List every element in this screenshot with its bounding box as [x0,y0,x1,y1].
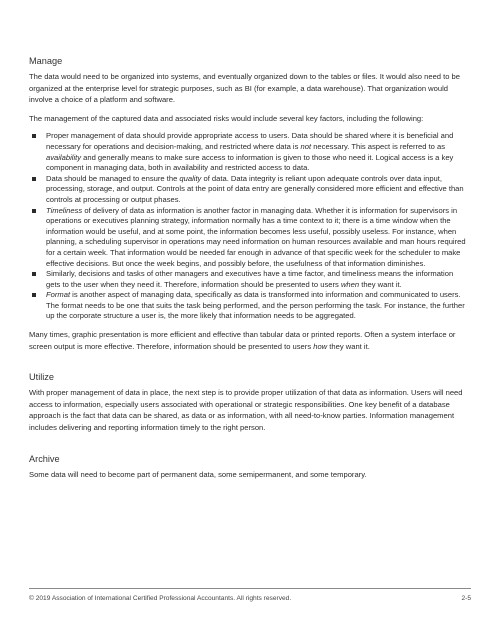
bullet-text: Proper management of data should provide appropriate access to users. Data should be shared where it is beneficial and necessary for operations and decision-making, and restricted where data is [46,131,454,151]
bullet-emphasis: when [340,279,360,289]
bullet-emphasis: quality [179,173,202,183]
bullet-icon [32,293,36,297]
bullet-text: Similarly, decisions and tasks of other managers and executives have a time factor, and timeliness means the information gets to the user when they need it. Therefore, information should be presented to users [46,269,454,289]
bullet-emphasis: Timeliness [46,205,83,215]
list-item [29,131,469,173]
bullet-text: and generally means to make sure access to information is given to those who need it. Logical access is a key component in managing data, both in availability and restricted access to data. [46,152,454,173]
bullet-text: Data should be managed to ensure the [46,173,180,183]
paragraph-emphasis: how [313,341,328,351]
key-factors-list [29,131,469,322]
section-heading-utilize: Utilize [29,372,55,383]
section-heading-manage: Manage [29,56,63,66]
manage-paragraph-3 [29,329,469,352]
list-item [29,269,469,290]
bullet-icon [32,177,36,181]
bullet-icon [32,209,36,213]
bullet-icon [32,134,36,138]
page-footer [29,588,471,602]
bullet-text: is another aspect of managing data, specifically as data is transformed into information and communicated to users. The format needs to be one that suits the task being performed, and the person performing the task. For instance, the further up the corporate structure a user is, the more likely that information needs to be aggregated. [46,290,465,321]
utilize-paragraph: With proper management of data in place, the next step is to provide proper utilization of that data as information. Users will need access to information, especially users associated with operational or strategic responsibilities. One key benefit of a database approach is the fact that data can be shared, as data or as information, with all need-to-know parties. Information management includes delivering and reporting information timely to the right person. [29,388,463,433]
page-number: 2-5 [461,595,471,602]
bullet-emphasis: availability [46,152,82,162]
section-heading-archive: Archive [29,453,60,464]
paragraph-text: Many times, graphic presentation is more efficient and effective than tabular data or printed reports. Often a system interface or screen output is more effective. Therefore, information should be presented to users [29,330,456,351]
bullet-text: they want it. [359,279,402,289]
paragraph-text: they want it. [327,341,370,351]
archive-paragraph: Some data will need to become part of permanent data, some semipermanent, and some temporary. [29,469,367,479]
list-item [29,290,469,322]
manage-paragraph-1: The data would need to be organized into systems, and eventually organized down to the tables or files. It would also need to be organized at the enterprise level for strategic purposes, such as BI (for example, a data warehouse). That organization would involve a choice of a platform and software. [29,72,461,105]
manage-paragraph-2: The management of the captured data and associated risks would include several key factors, including the following: [29,113,424,123]
copyright-notice: © 2019 Association of International Certified Professional Accountants. All rights reserved. [29,595,292,602]
list-item [29,206,469,270]
bullet-icon [32,272,36,276]
bullet-text: necessary. This aspect is referred to as [311,141,446,151]
bullet-text: of data. Data integrity is reliant upon adequate controls over data input, processing, storage, and output. Controls at the point of data entry are generally considered more efficient and effective than controls at processing or output phases. [46,173,464,204]
bullet-emphasis: not [300,141,312,151]
page-content [29,55,469,487]
bullet-emphasis: Format [46,290,71,300]
list-item [29,174,469,206]
bullet-text: of delivery of data as information is another factor in managing data. Whether it is information for supervisors in operations or executives planning strategy, information normally has a time context to it; there is a time window when the information would be useful, and at some point, the information becomes less useful, possibly useless. For instance, when planning, a scheduling supervisor in operations may need information on human resources available and man hours required for a certain week. That information would be needed far enough in advance of that specific week for the scheduler to make effective decisions. But once the week begins, and possibly before, the usefulness of that information diminishes. [46,205,466,268]
